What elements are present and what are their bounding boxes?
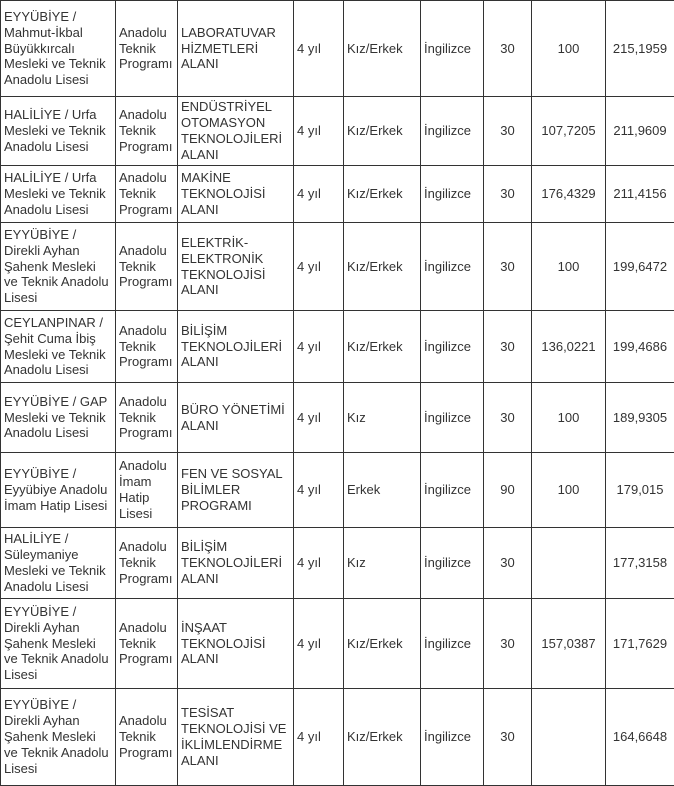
cell-field-area: TESİSAT TEKNOLOJİSİ VE İKLİMLENDİRME ALANI <box>178 689 294 786</box>
cell-quota: 90 <box>484 453 532 528</box>
cell-program-type: Anadolu Teknik Programı <box>116 599 178 689</box>
cell-school-name: HALİLİYE / Süleymaniye Mesleki ve Teknik Anadolu Lisesi <box>1 528 116 599</box>
cell-duration: 4 yıl <box>294 311 344 383</box>
cell-duration: 4 yıl <box>294 599 344 689</box>
cell-program-type: Anadolu Teknik Programı <box>116 311 178 383</box>
cell-program-type: Anadolu Teknik Programı <box>116 97 178 166</box>
cell-score-1: 136,0221 <box>532 311 606 383</box>
cell-school-name: EYYÜBİYE / Direkli Ayhan Şahenk Mesleki ve Teknik Anadolu Lisesi <box>1 689 116 786</box>
cell-language: İngilizce <box>421 97 484 166</box>
cell-school-name: EYYÜBİYE / GAP Mesleki ve Teknik Anadolu Lisesi <box>1 383 116 453</box>
cell-duration: 4 yıl <box>294 453 344 528</box>
cell-duration: 4 yıl <box>294 1 344 97</box>
cell-school-name: HALİLİYE / Urfa Mesleki ve Teknik Anadolu Lisesi <box>1 97 116 166</box>
table-row <box>1 453 674 528</box>
cell-score-2: 199,4686 <box>606 311 674 383</box>
cell-quota: 30 <box>484 383 532 453</box>
cell-school-name: HALİLİYE / Urfa Mesleki ve Teknik Anadolu Lisesi <box>1 166 116 223</box>
cell-school-name: EYYÜBİYE / Eyyübiye Anadolu İmam Hatip Lisesi <box>1 453 116 528</box>
cell-score-2: 177,3158 <box>606 528 674 599</box>
cell-score-2: 211,9609 <box>606 97 674 166</box>
cell-quota: 30 <box>484 311 532 383</box>
cell-gender: Kız/Erkek <box>344 689 421 786</box>
cell-program-type: Anadolu Teknik Programı <box>116 166 178 223</box>
cell-program-type: Anadolu Teknik Programı <box>116 223 178 311</box>
cell-language: İngilizce <box>421 223 484 311</box>
cell-duration: 4 yıl <box>294 383 344 453</box>
cell-score-2: 171,7629 <box>606 599 674 689</box>
cell-score-1: 176,4329 <box>532 166 606 223</box>
cell-gender: Kız/Erkek <box>344 599 421 689</box>
cell-duration: 4 yıl <box>294 166 344 223</box>
cell-score-2: 199,6472 <box>606 223 674 311</box>
cell-school-name: EYYÜBİYE / Direkli Ayhan Şahenk Mesleki ve Teknik Anadolu Lisesi <box>1 223 116 311</box>
cell-quota: 30 <box>484 223 532 311</box>
cell-gender: Kız <box>344 383 421 453</box>
cell-quota: 30 <box>484 97 532 166</box>
cell-score-1 <box>532 528 606 599</box>
cell-gender: Kız/Erkek <box>344 166 421 223</box>
cell-score-2: 179,015 <box>606 453 674 528</box>
cell-gender: Kız <box>344 528 421 599</box>
cell-language: İngilizce <box>421 689 484 786</box>
cell-score-1: 107,7205 <box>532 97 606 166</box>
cell-language: İngilizce <box>421 1 484 97</box>
cell-language: İngilizce <box>421 528 484 599</box>
cell-duration: 4 yıl <box>294 223 344 311</box>
table-row <box>1 97 674 166</box>
cell-score-1: 157,0387 <box>532 599 606 689</box>
table-row <box>1 1 674 97</box>
cell-language: İngilizce <box>421 166 484 223</box>
cell-language: İngilizce <box>421 383 484 453</box>
cell-duration: 4 yıl <box>294 689 344 786</box>
cell-score-2: 189,9305 <box>606 383 674 453</box>
cell-score-2: 215,1959 <box>606 1 674 97</box>
cell-score-2: 211,4156 <box>606 166 674 223</box>
cell-gender: Kız/Erkek <box>344 311 421 383</box>
cell-score-1: 100 <box>532 383 606 453</box>
cell-program-type: Anadolu İmam Hatip Lisesi <box>116 453 178 528</box>
table-row <box>1 689 674 786</box>
cell-gender: Kız/Erkek <box>344 223 421 311</box>
cell-program-type: Anadolu Teknik Programı <box>116 689 178 786</box>
cell-quota: 30 <box>484 689 532 786</box>
cell-program-type: Anadolu Teknik Programı <box>116 528 178 599</box>
cell-score-1: 100 <box>532 223 606 311</box>
cell-school-name: EYYÜBİYE / Direkli Ayhan Şahenk Mesleki ve Teknik Anadolu Lisesi <box>1 599 116 689</box>
cell-field-area: FEN VE SOSYAL BİLİMLER PROGRAMI <box>178 453 294 528</box>
cell-language: İngilizce <box>421 599 484 689</box>
cell-quota: 30 <box>484 528 532 599</box>
cell-field-area: ELEKTRİK-ELEKTRONİK TEKNOLOJİSİ ALANI <box>178 223 294 311</box>
cell-program-type: Anadolu Teknik Programı <box>116 383 178 453</box>
cell-field-area: BİLİŞİM TEKNOLOJİLERİ ALANI <box>178 311 294 383</box>
cell-field-area: BİLİŞİM TEKNOLOJİLERİ ALANI <box>178 528 294 599</box>
cell-score-2: 164,6648 <box>606 689 674 786</box>
cell-school-name: CEYLANPINAR / Şehit Cuma İbiş Mesleki ve Teknik Anadolu Lisesi <box>1 311 116 383</box>
table-row <box>1 599 674 689</box>
cell-field-area: BÜRO YÖNETİMİ ALANI <box>178 383 294 453</box>
cell-gender: Kız/Erkek <box>344 1 421 97</box>
table-row <box>1 223 674 311</box>
cell-quota: 30 <box>484 1 532 97</box>
cell-program-type: Anadolu Teknik Programı <box>116 1 178 97</box>
cell-language: İngilizce <box>421 311 484 383</box>
cell-quota: 30 <box>484 599 532 689</box>
cell-field-area: ENDÜSTRİYEL OTOMASYON TEKNOLOJİLERİ ALANI <box>178 97 294 166</box>
cell-score-1: 100 <box>532 1 606 97</box>
cell-score-1: 100 <box>532 453 606 528</box>
table-row <box>1 383 674 453</box>
cell-score-1 <box>532 689 606 786</box>
table-row <box>1 528 674 599</box>
cell-field-area: İNŞAAT TEKNOLOJİSİ ALANI <box>178 599 294 689</box>
cell-duration: 4 yıl <box>294 528 344 599</box>
cell-gender: Erkek <box>344 453 421 528</box>
cell-school-name: EYYÜBİYE / Mahmut-İkbal Büyükkırcalı Mesleki ve Teknik Anadolu Lisesi <box>1 1 116 97</box>
cell-field-area: MAKİNE TEKNOLOJİSİ ALANI <box>178 166 294 223</box>
cell-quota: 30 <box>484 166 532 223</box>
cell-duration: 4 yıl <box>294 97 344 166</box>
cell-gender: Kız/Erkek <box>344 97 421 166</box>
table-row <box>1 311 674 383</box>
table-row <box>1 166 674 223</box>
cell-language: İngilizce <box>421 453 484 528</box>
cell-field-area: LABORATUVAR HİZMETLERİ ALANI <box>178 1 294 97</box>
